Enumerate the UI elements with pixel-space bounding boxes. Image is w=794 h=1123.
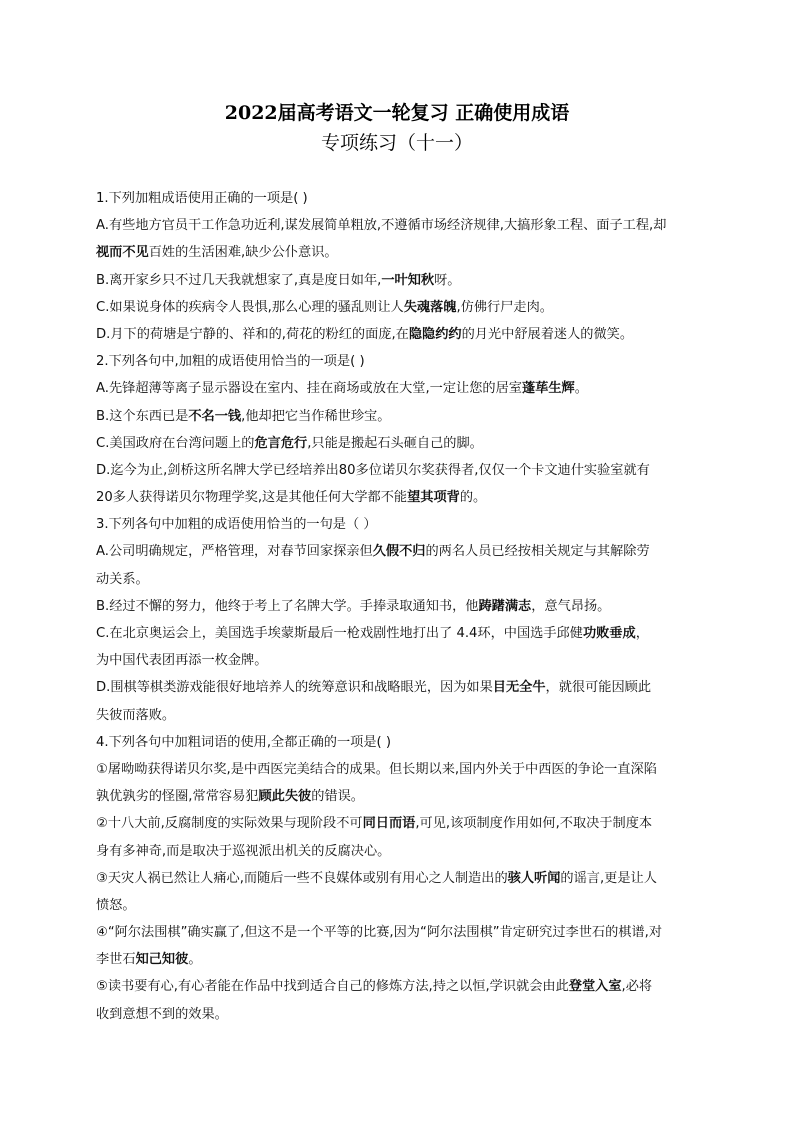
text-segment: B.离开家乡只不过几天我就想家了,真是度日如年, <box>96 272 382 288</box>
text-segment: D.迄今为止,剑桥这所名牌大学已经培养出80多位诺贝尔奖获得者,仅仅一个卡文迪什实验室就有 <box>96 462 650 478</box>
text-segment: 3.下列各句中加粗的成语使用恰当的一句是（ ） <box>96 517 377 533</box>
text-segment: 百姓的生活困难,缺少公仆意识。 <box>148 245 338 261</box>
text-line <box>96 538 706 565</box>
text-segment: ⑤读书要有心,有心者能在作品中找到适合自己的修炼方法,持之以恒,学识就会由此 <box>96 979 569 995</box>
text-line <box>96 375 706 402</box>
text-segment: A.先锋超薄等离子显示器设在室内、挂在商场或放在大堂,一定让您的居室 <box>96 381 522 397</box>
text-segment: B.这个东西已是 <box>96 408 189 424</box>
bold-idiom: 危言危行 <box>254 435 308 451</box>
bold-idiom: 功败垂成 <box>582 626 636 641</box>
text-line <box>96 919 706 946</box>
text-segment: 20多人获得诺贝尔物理学奖,这是其他任何大学都不能 <box>96 490 408 506</box>
text-segment: D.围棋等棋类游戏能很好地培养人的统筹意识和战略眼光，因为如果 <box>96 680 493 696</box>
bold-idiom: 久假不归 <box>372 544 426 560</box>
bold-idiom: 不名一钱 <box>188 408 242 424</box>
text-line <box>96 267 706 294</box>
text-line <box>96 973 706 1000</box>
text-segment: 。 <box>574 381 588 397</box>
text-segment: A.有些地方官员干工作急功近利,谋发展简单粗放,不遵循市场经济规律,大搞形象工程、面子工程,却 <box>96 218 667 234</box>
text-segment: 李世石 <box>96 952 136 968</box>
text-segment: 失彼而落败。 <box>96 707 176 723</box>
bold-idiom: 同日而语 <box>362 816 416 832</box>
text-segment: 。 <box>188 952 202 968</box>
text-segment: ,只能是搬起石头砸自己的脚。 <box>307 435 483 451</box>
text-segment: ④“阿尔法围棋”确实赢了,但这不是一个平等的比赛,因为“阿尔法围棋”肯定研究过李世石的棋谱,对 <box>96 925 663 941</box>
document-title: 2022届高考语文一轮复习 正确使用成语 <box>224 102 570 124</box>
text-segment: ，意气昂扬。 <box>531 598 611 614</box>
text-line <box>96 566 706 593</box>
text-segment: 动关系。 <box>96 571 149 587</box>
text-line <box>96 348 706 375</box>
text-line <box>96 484 706 511</box>
text-line <box>96 756 706 783</box>
bold-idiom: 登堂入室 <box>568 979 622 995</box>
text-segment: 2.下列各句中,加粗的成语使用恰当的一项是( ) <box>96 354 365 370</box>
text-segment: C.美国政府在台湾问题上的 <box>96 435 255 451</box>
bold-idiom: 望其项背 <box>407 490 460 506</box>
text-segment: ,必将 <box>621 979 653 995</box>
text-line <box>96 946 706 973</box>
text-line <box>96 647 706 674</box>
text-line <box>96 239 706 266</box>
text-line <box>96 838 706 865</box>
text-line <box>96 865 706 892</box>
text-segment: ③天灾人祸已然让人痛心,而随后一些不良媒体或别有用心之人制造出的 <box>96 870 508 886</box>
text-segment: A.公司明确规定，严格管理，对春节回家探亲但 <box>96 544 373 560</box>
text-line <box>96 457 706 484</box>
text-line <box>96 729 706 756</box>
bold-idiom: 顾此失彼 <box>258 789 312 805</box>
text-segment: ， <box>635 626 649 641</box>
text-line <box>96 1001 706 1028</box>
text-segment: 愤怒。 <box>96 897 136 913</box>
bold-idiom: 目无全牛 <box>492 680 546 696</box>
text-line <box>96 185 706 212</box>
text-line <box>96 702 706 729</box>
text-segment: C.在北京奥运会上，美国选手埃蒙斯最后一枪戏剧性地打出了 4.4环，中国选手邱健 <box>96 626 583 641</box>
text-segment: 的错误。 <box>311 789 364 805</box>
question-body <box>96 185 706 1028</box>
text-line <box>96 212 706 239</box>
text-segment: ，就很可能因顾此 <box>545 680 652 696</box>
text-line <box>96 674 706 701</box>
bold-idiom: 蓬荜生辉 <box>521 381 575 397</box>
text-segment: ,他却把它当作稀世珍宝。 <box>241 408 391 424</box>
text-line <box>96 892 706 919</box>
text-segment: 孰优孰劣的怪圈,常常容易犯 <box>96 789 259 805</box>
bold-idiom: 视而不见 <box>96 245 149 261</box>
text-line <box>96 430 706 457</box>
bold-idiom: 隐隐约约 <box>408 326 462 342</box>
text-segment: C.如果说身体的疾病令人畏惧,那么心理的骚乱则让人 <box>96 299 404 315</box>
text-line <box>96 321 706 348</box>
text-segment: 的月光中舒展着迷人的微笑。 <box>461 326 634 342</box>
text-segment: 呀。 <box>434 272 461 288</box>
text-segment: B.经过不懈的努力，他终于考上了名牌大学。手捧录取通知书，他 <box>96 598 479 614</box>
text-line <box>96 620 706 647</box>
text-segment: 身有多神奇,而是取决于巡视派出机关的反腐决心。 <box>96 843 391 859</box>
bold-idiom: 知己知彼 <box>135 952 189 968</box>
text-segment: 4.下列各句中加粗词语的使用,全都正确的一项是( ) <box>96 734 392 750</box>
text-line <box>96 403 706 430</box>
text-segment: ①屠呦呦获得诺贝尔奖,是中西医完美结合的成果。但长期以来,国内外关于中西医的争论一直深陷 <box>96 761 657 777</box>
document-subtitle: 专项练习（十一） <box>320 132 473 154</box>
bold-idiom: 一叶知秋 <box>381 272 435 288</box>
text-line <box>96 810 706 837</box>
text-segment: ,可见,该项制度作用如何,不取决于制度本 <box>415 816 653 832</box>
text-line <box>96 511 706 538</box>
text-segment: 收到意想不到的效果。 <box>96 1006 228 1022</box>
text-segment: 的两名人员已经按相关规定与其解除劳 <box>425 544 650 560</box>
text-segment: 1.下列加粗成语使用正确的一项是( ) <box>96 191 308 206</box>
text-segment: 为中国代表团再添一枚金牌。 <box>96 653 268 669</box>
bold-idiom: 踌躇满志 <box>478 598 532 614</box>
text-segment: 的谣言,更是让人 <box>560 870 657 886</box>
text-segment: ②十八大前,反腐制度的实际效果与现阶段不可 <box>96 816 363 832</box>
text-line <box>96 593 706 620</box>
text-segment: ,仿佛行尸走肉。 <box>456 299 553 315</box>
bold-idiom: 骇人听闻 <box>507 870 561 886</box>
bold-idiom: 失魂落魄 <box>403 299 457 315</box>
text-line <box>96 783 706 810</box>
text-segment: 的。 <box>459 490 487 506</box>
text-segment: D.月下的荷塘是宁静的、祥和的,荷花的粉红的面庞,在 <box>96 326 409 342</box>
text-line <box>96 294 706 321</box>
